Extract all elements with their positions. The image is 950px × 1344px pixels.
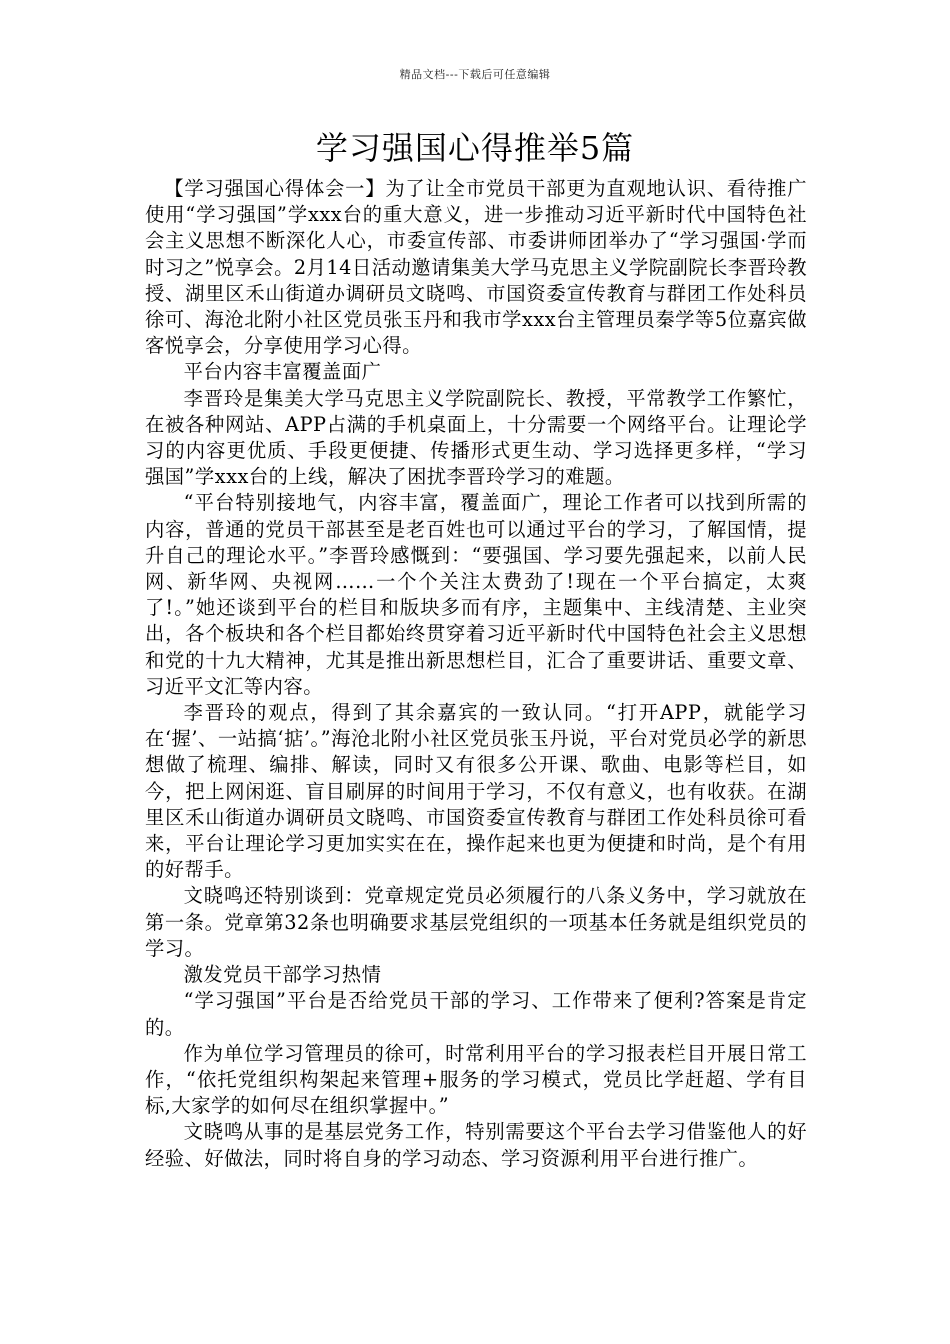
- body-paragraph: “平台特别接地气，内容丰富，覆盖面广，理论工作者可以找到所需的内容，普通的党员干部甚至是老百姓也可以通过平台的学习，了解国情，提升自己的理论水平。”李晋玲感慨到：“要强国、学习要先强起来，以前人民网、新华网、央视网……一个个关注太费劲了!现在一个平台搞定，太爽了!。”她还谈到平台的栏目和版块多而有序，主题集中、主线清楚、主业突出，各个板块和各个栏目都始终贯穿着习近平新时代中国特色社会主义思想和党的十九大精神，尤其是推出新思想栏目，汇合了重要讲话、重要文章、习近平文汇等内容。: [145, 491, 807, 698]
- body-paragraph: “学习强国”平台是否给党员干部的学习、工作带来了便利?答案是肯定的。: [145, 989, 807, 1039]
- header-note: 精品文档---下载后可任意编辑: [399, 68, 551, 81]
- section-heading: 激发党员干部学习热情: [183, 963, 382, 987]
- body-paragraph: 李晋玲是集美大学马克思主义学院副院长、教授，平常教学工作繁忙，在被各种网站、APP占满的手机桌面上，十分需要一个网络平台。让理论学习的内容更优质、手段更便捷、传播形式更生动、学习选择更多样，“学习强国”学xxx台的上线，解决了困扰李晋玲学习的难题。: [145, 386, 807, 489]
- body-paragraph: 作为单位学习管理员的徐可，时常利用平台的学习报表栏目开展日常工作，“依托党组织构架起来管理+服务的学习模式，党员比学赶超、学有目标,大家学的如何尽在组织掌握中。”: [145, 1041, 807, 1118]
- intro-paragraph: 【学习强国心得体会一】为了让全市党员干部更为直观地认识、看待推广使用“学习强国”学xxx台的重大意义，进一步推动习近平新时代中国特色社会主义思想不断深化人心，市委宣传部、市委讲师团举办了“学习强国·学而时习之”悦享会。2月14日活动邀请集美大学马克思主义学院副院长李晋玲教授、湖里区禾山街道办调研员文晓鸣、市国资委宣传教育与群团工作处科员徐可、海沧北附小社区党员张玉丹和我市学xxx台主管理员秦学等5位嘉宾做客悦享会，分享使用学习心得。: [145, 177, 807, 358]
- document-body: [145, 176, 807, 1172]
- body-paragraph: 李晋玲的观点，得到了其余嘉宾的一致认同。“打开APP，就能学习在‘握’、一站搞‘掂’。”海沧北附小社区党员张玉丹说，平台对党员必学的新思想做了梳理、编排、解读，同时又有很多公开课、歌曲、电影等栏目，如今，把上网闲逛、盲目刷屏的时间用于学习，不仅有意义，也有收获。在湖里区禾山街道办调研员文晓鸣、市国资委宣传教育与群团工作处科员徐可看来，平台让理论学习更加实实在在，操作起来也更为便捷和时尚，是个有用的好帮手。: [145, 701, 807, 882]
- page-title: 学习强国心得推举5篇: [315, 129, 635, 167]
- body-paragraph: 文晓鸣从事的是基层党务工作，特别需要这个平台去学习借鉴他人的好经验、好做法，同时将自身的学习动态、学习资源利用平台进行推广。: [145, 1120, 807, 1170]
- section-heading: 平台内容丰富覆盖面广: [183, 360, 382, 384]
- body-paragraph: 文晓鸣还特别谈到：党章规定党员必须履行的八条义务中，学习就放在第一条。党章第32条也明确要求基层党组织的一项基本任务就是组织党员的学习。: [145, 884, 807, 960]
